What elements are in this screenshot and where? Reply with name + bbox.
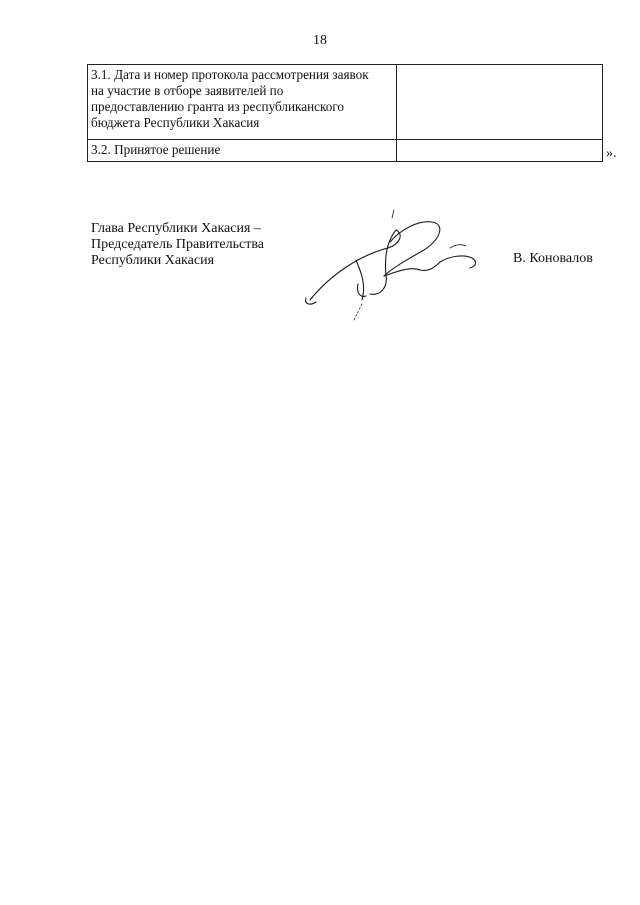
row-label-cell [88,65,397,140]
protocol-table [87,64,603,162]
table-row [88,65,603,140]
row-value-cell [397,65,603,140]
closing-quote: ». [606,146,617,161]
row-value-cell [397,140,603,162]
row-label-cell: 3.2. Принятое решение [88,140,397,162]
row-label-line: предоставлению гранта из республиканского [91,99,344,114]
signer-title [91,221,264,269]
signer-name: В. Коновалов [513,251,593,266]
signer-title-line: Глава Республики Хакасия – [91,221,261,236]
row-label-line: 3.1. Дата и номер протокола рассмотрения заявок [91,67,369,82]
signer-title-line: Республики Хакасия [91,253,215,268]
page-number: 18 [313,33,327,48]
row-label-line: на участие в отборе заявителей по [91,83,284,98]
handwritten-signature [300,200,500,325]
signer-title-line: Председатель Правительства [91,237,264,252]
row-label-line: бюджета Республики Хакасия [91,115,260,130]
table-row [88,140,603,162]
